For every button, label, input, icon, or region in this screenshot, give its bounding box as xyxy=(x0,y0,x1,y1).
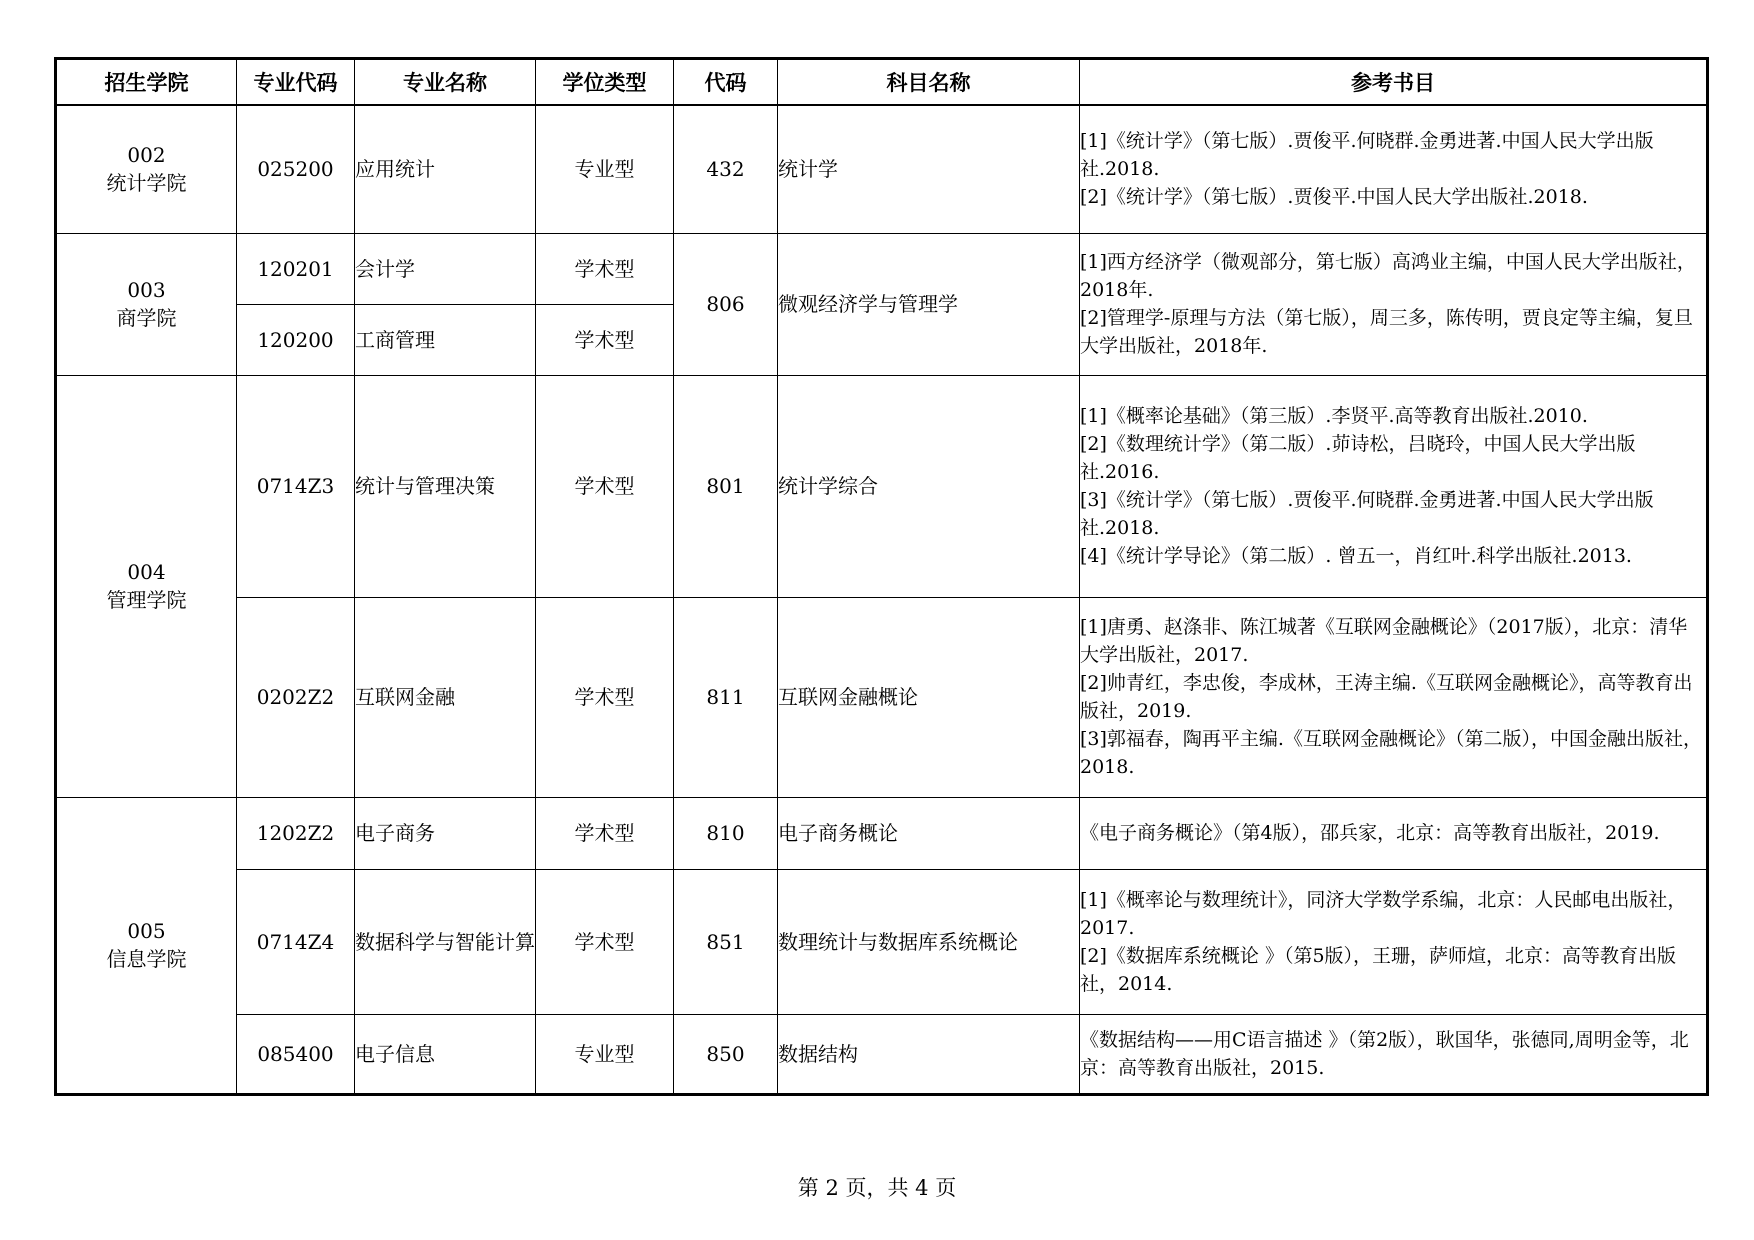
references-cell xyxy=(1080,1014,1708,1094)
page-number: 第 2 页，共 4 页 xyxy=(797,1176,957,1200)
table-row xyxy=(56,869,1708,1014)
subject-code: 851 xyxy=(674,869,778,1014)
reference-item: 《电子商务概论》（第4版），邵兵家，北京：高等教育出版社，2019. xyxy=(1080,822,1660,844)
major-name: 数据科学与智能计算 xyxy=(355,869,536,1014)
major-code: 085400 xyxy=(237,1014,355,1094)
major-code: 120201 xyxy=(237,233,355,304)
subject-name: 数据结构 xyxy=(778,1014,1080,1094)
reference-item: [2]帅青红，李忠俊，李成林，王涛主编.《互联网金融概论》，高等教育出版社，2019. xyxy=(1080,672,1693,722)
header-references: 参考书目 xyxy=(1080,59,1708,106)
degree-type: 学术型 xyxy=(536,869,674,1014)
major-name: 会计学 xyxy=(355,233,536,304)
reference-item: [2]《数据库系统概论 》（第5版），王珊，萨师煊，北京：高等教育出版社，2014. xyxy=(1080,944,1677,995)
major-code: 1202Z2 xyxy=(237,797,355,869)
subject-name: 统计学 xyxy=(778,105,1080,233)
degree-type: 学术型 xyxy=(536,304,674,375)
college-name: 信息学院 xyxy=(106,947,187,971)
subject-code: 811 xyxy=(674,597,778,797)
subject-name: 统计学综合 xyxy=(778,375,1080,597)
major-name: 电子信息 xyxy=(355,1014,536,1094)
degree-type: 专业型 xyxy=(536,105,674,233)
header-subject-code: 代码 xyxy=(674,59,778,106)
major-code: 0714Z3 xyxy=(237,375,355,597)
major-code: 120200 xyxy=(237,304,355,375)
major-name: 电子商务 xyxy=(355,797,536,869)
major-name: 统计与管理决策 xyxy=(355,375,536,597)
college-code: 003 xyxy=(127,278,166,302)
table-row xyxy=(56,105,1708,233)
header-college: 招生学院 xyxy=(56,59,237,106)
subject-name: 数理统计与数据库系统概论 xyxy=(778,869,1080,1014)
college-code: 002 xyxy=(127,143,166,168)
references-cell xyxy=(1080,869,1708,1014)
major-code: 0714Z4 xyxy=(237,869,355,1014)
reference-item: [2]《统计学》（第七版）.贾俊平.中国人民大学出版社.2018. xyxy=(1080,186,1588,209)
table-row xyxy=(56,1014,1708,1094)
major-code: 0202Z2 xyxy=(237,597,355,797)
reference-item: [1]《概率论与数理统计》，同济大学数学系编，北京：人民邮电出版社，2017. xyxy=(1080,888,1687,939)
major-name: 工商管理 xyxy=(355,304,536,375)
degree-type: 学术型 xyxy=(536,797,674,869)
references-cell xyxy=(1080,797,1708,869)
header-degree-type: 学位类型 xyxy=(536,59,674,106)
page-footer xyxy=(0,1172,1754,1202)
reference-item: [4]《统计学导论》（第二版）. 曾五一，肖红叶.科学出版社.2013. xyxy=(1080,545,1632,567)
college-name: 商学院 xyxy=(116,306,177,330)
table-row xyxy=(56,797,1708,869)
references-cell xyxy=(1080,597,1708,797)
admissions-table xyxy=(54,57,1709,1096)
subject-name: 电子商务概论 xyxy=(778,797,1080,869)
subject-code: 806 xyxy=(674,233,778,375)
reference-item: [1]《统计学》（第七版）.贾俊平.何晓群.金勇进著.中国人民大学出版社.2018. xyxy=(1080,130,1654,181)
college-code: 005 xyxy=(127,919,166,943)
reference-item: [1]唐勇、赵涤非、陈江城著《互联网金融概论》（2017版），北京：清华大学出版社，2017. xyxy=(1080,616,1688,666)
header-subject-name: 科目名称 xyxy=(778,59,1080,106)
references-cell xyxy=(1080,233,1708,375)
major-name: 互联网金融 xyxy=(355,597,536,797)
table-row xyxy=(56,597,1708,797)
table-row xyxy=(56,233,1708,304)
major-name: 应用统计 xyxy=(355,105,536,233)
reference-item: [1]《概率论基础》（第三版）.李贤平.高等教育出版社.2010. xyxy=(1080,405,1588,427)
subject-code: 850 xyxy=(674,1014,778,1094)
college-cell xyxy=(56,797,237,1094)
table-row xyxy=(56,375,1708,597)
reference-item: [2]《数理统计学》（第二版）.茆诗松，吕晓玲，中国人民大学出版社.2016. xyxy=(1080,433,1636,483)
header-major-name: 专业名称 xyxy=(355,59,536,106)
degree-type: 学术型 xyxy=(536,233,674,304)
college-cell xyxy=(56,233,237,375)
reference-item: [2]管理学-原理与方法（第七版），周三多，陈传明，贾良定等主编，复旦大学出版社，2018年. xyxy=(1080,307,1693,357)
reference-item: [1]西方经济学（微观部分，第七版）高鸿业主编，中国人民大学出版社，2018年. xyxy=(1080,251,1696,301)
reference-item: [3]郭福春，陶再平主编.《互联网金融概论》（第二版），中国金融出版社，2018. xyxy=(1080,728,1702,778)
reference-item: [3]《统计学》（第七版）.贾俊平.何晓群.金勇进著.中国人民大学出版社.2018. xyxy=(1080,489,1654,539)
degree-type: 学术型 xyxy=(536,375,674,597)
references-cell xyxy=(1080,105,1708,233)
reference-item: 《数据结构——用C语言描述 》（第2版），耿国华，张德同,周明金等，北京：高等教育出版社，2015. xyxy=(1080,1028,1689,1079)
subject-name: 互联网金融概论 xyxy=(778,597,1080,797)
header-row xyxy=(56,59,1708,106)
college-name: 统计学院 xyxy=(106,171,187,196)
subject-name: 微观经济学与管理学 xyxy=(778,233,1080,375)
references-cell xyxy=(1080,375,1708,597)
college-cell xyxy=(56,105,237,233)
subject-code: 432 xyxy=(674,105,778,233)
references-clip xyxy=(1080,402,1706,570)
subject-code: 810 xyxy=(674,797,778,869)
college-code: 004 xyxy=(127,560,166,584)
college-name: 管理学院 xyxy=(106,588,187,612)
major-code: 025200 xyxy=(237,105,355,233)
college-cell xyxy=(56,375,237,797)
degree-type: 学术型 xyxy=(536,597,674,797)
subject-code: 801 xyxy=(674,375,778,597)
degree-type: 专业型 xyxy=(536,1014,674,1094)
header-major-code: 专业代码 xyxy=(237,59,355,106)
